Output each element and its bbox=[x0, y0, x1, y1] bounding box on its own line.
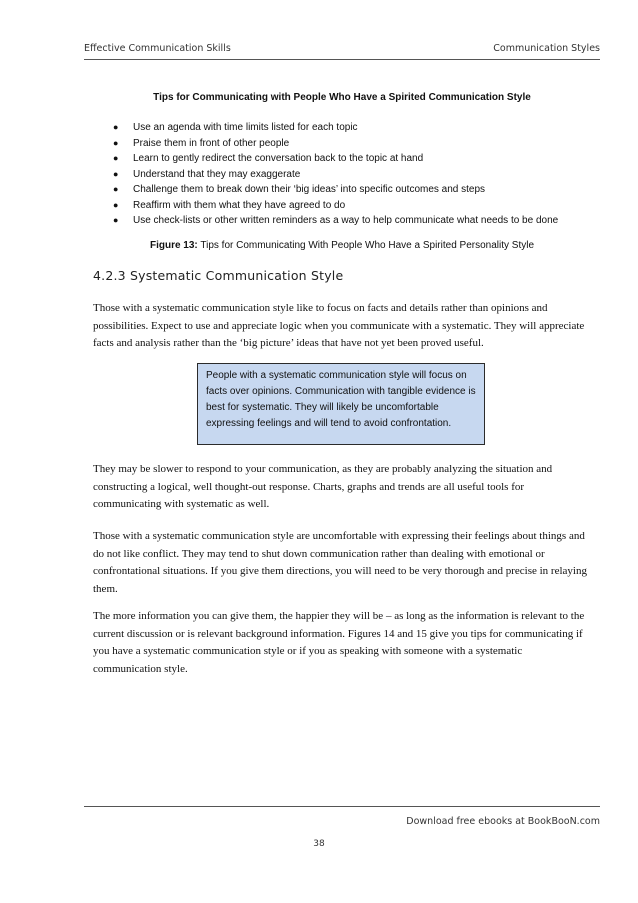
section-heading: 4.2.3 Systematic Communication Style bbox=[93, 268, 344, 283]
page-header bbox=[84, 39, 600, 60]
list-item-text: Understand that they may exaggerate bbox=[133, 168, 301, 180]
body-paragraph: The more information you can give them, the happier they will be – as long as the information is relevant to the current discussion or is relevant background information. Figures 14 and 15 give you tips for communicating if you have a systematic communication style or if you as speaking with someone with a systematic communication style. bbox=[93, 610, 585, 675]
header-book-title: Effective Communication Skills bbox=[84, 43, 231, 54]
bullet-icon: ● bbox=[113, 215, 119, 225]
callout-box: People with a systematic communication style will focus on facts over opinions. Communication with tangible evidence is best for systematic. They will likely be uncomfortable expressing feelings and will tend to avoid confrontation. bbox=[197, 363, 485, 445]
bullet-icon: ● bbox=[113, 137, 119, 148]
tips-list bbox=[105, 120, 558, 229]
list-item bbox=[105, 167, 558, 183]
header-chapter-title: Communication Styles bbox=[493, 43, 600, 54]
list-item bbox=[105, 151, 558, 167]
list-item-text: Use an agenda with time limits listed for each topic bbox=[133, 122, 358, 133]
body-paragraph: They may be slower to respond to your communication, as they are probably analyzing the situation and constructing a logical, well thought-out response. Charts, graphs and trends are all useful tools for communicating with systematic as well. bbox=[93, 463, 553, 510]
download-link[interactable]: Download free ebooks at BookBooN.com bbox=[406, 816, 600, 827]
figure-label: Figure 13: bbox=[149, 240, 198, 251]
tips-title: Tips for Communicating with People Who Have a Spirited Communication Style bbox=[153, 92, 531, 103]
page-number: 38 bbox=[313, 839, 325, 849]
bullet-icon: ● bbox=[113, 184, 119, 194]
list-item bbox=[105, 198, 558, 214]
bullet-icon: ● bbox=[113, 153, 119, 163]
footer-divider bbox=[84, 806, 600, 807]
list-item-text: Use check-lists or other written reminders as a way to help communicate what needs to be done bbox=[133, 215, 559, 226]
list-item-text: Reaffirm with them what they have agreed to do bbox=[133, 199, 346, 211]
list-item bbox=[105, 120, 558, 136]
list-item bbox=[105, 213, 558, 229]
list-item-text: Praise them in front of other people bbox=[133, 137, 290, 149]
bullet-icon: ● bbox=[113, 122, 119, 132]
list-item-text: Learn to gently redirect the conversation back to the topic at hand bbox=[133, 153, 424, 164]
bullet-icon: ● bbox=[113, 199, 119, 210]
bullet-icon: ● bbox=[113, 168, 119, 179]
list-item-text: Challenge them to break down their ‘big ideas’ into specific outcomes and steps bbox=[133, 184, 486, 195]
list-item bbox=[105, 136, 558, 152]
figure-caption-text: Tips for Communicating With People Who Have a Spirited Personality Style bbox=[197, 240, 535, 251]
body-paragraph: Those with a systematic communication style are uncomfortable with expressing their feelings about things and do not like conflict. They may tend to shut down communication rather than dealing with emotional or confrontational situations. If you give them directions, you will need to be very thorough and precise in relaying them. bbox=[93, 530, 587, 595]
list-item bbox=[105, 182, 558, 198]
body-paragraph: Those with a systematic communication style like to focus on facts and details rather than opinions and possibilities. Expect to use and appreciate logic when you communicate with a systematic. They will appreciate facts and analysis rather than the ‘big picture’ ideas that have not yet been proved useful. bbox=[93, 302, 585, 349]
figure-caption bbox=[84, 240, 600, 251]
